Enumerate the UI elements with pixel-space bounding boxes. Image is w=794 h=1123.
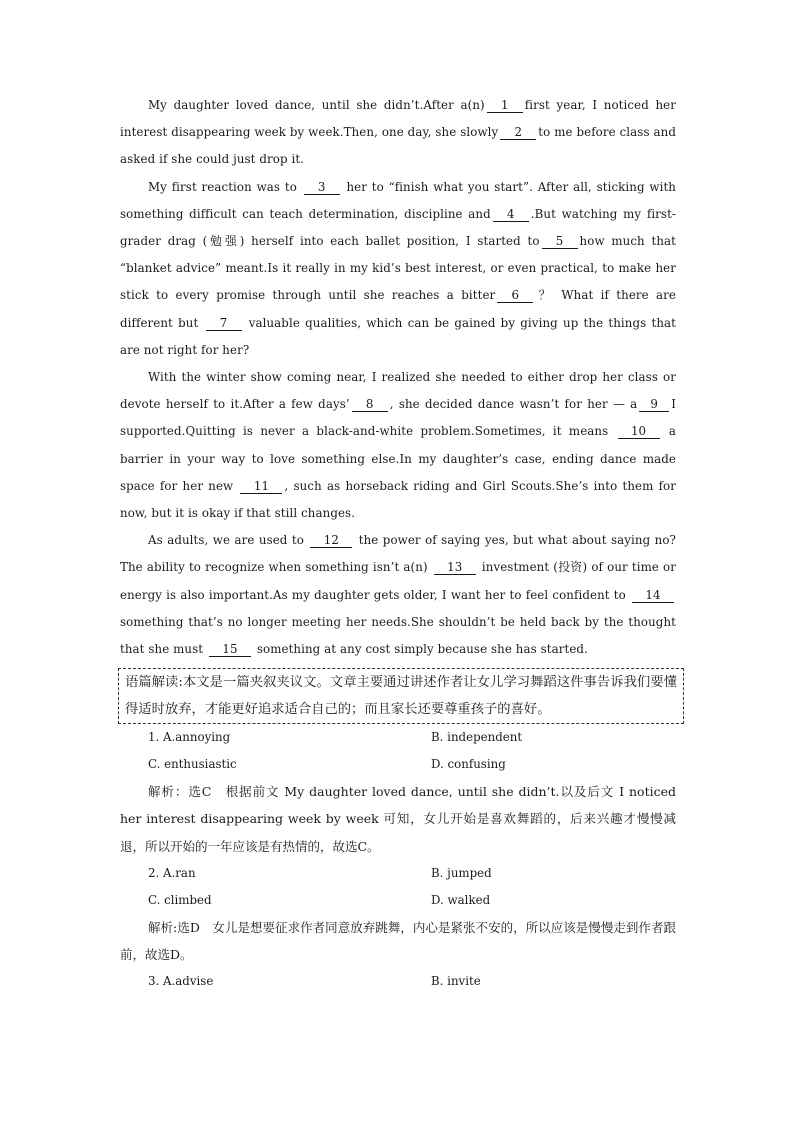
passage-text: My daughter loved dance, until she didn’t.After a(n) — [148, 98, 485, 112]
blank-5: 5 — [542, 234, 578, 249]
option-c: C. enthusiastic — [148, 757, 237, 772]
passage-text: valuable qualities, which can be gained by giving up the things that are not right for her? — [120, 315, 676, 357]
blank-15: 15 — [209, 642, 251, 657]
passage-text: My first reaction was to — [148, 179, 297, 194]
blank-1: 1 — [487, 98, 523, 113]
passage-text: the power of saying yes, but what about saying no? The ability to recognize when something isn’t a(n) — [120, 533, 676, 575]
passage-text: I supported.Quitting is never a black-and-white problem.Sometimes, it means — [120, 397, 676, 439]
blank-8: 8 — [352, 397, 388, 412]
summary-box: 语篇解读:本文是一篇夹叙夹议文。文章主要通过讲述作者让女儿学习舞蹈这件事告诉我们要懂得适时放弃，才能更好追求适合自己的；而且家长还要尊重孩子的喜好。 — [118, 668, 684, 724]
option-b: B. invite — [431, 974, 481, 989]
blank-12: 12 — [310, 533, 352, 548]
q1-options-row2 — [148, 751, 676, 778]
option-b: B. independent — [431, 730, 523, 745]
exam-page — [120, 92, 676, 995]
blank-3: 3 — [304, 180, 340, 195]
option-b: B. jumped — [431, 865, 492, 880]
option-d: D. walked — [431, 892, 491, 907]
passage-text: investment (投资) of our time or energy is also important.As my daughter gets older, I want her to feel confident to — [120, 560, 676, 602]
passage-text: , she decided dance wasn’t for her — a — [389, 397, 638, 412]
blank-14: 14 — [632, 588, 674, 603]
q1-explanation: 解析：选C 根据前文 My daughter loved dance, until she didn’t.以及后文 I noticed her interest disappearing week by week 可知，女儿开始是喜欢舞蹈的，后来兴趣才慢慢减退，所以开始的一年应该是有热情的，故选C。 — [120, 784, 676, 854]
blank-11: 11 — [240, 479, 282, 494]
q3-options-row1 — [148, 968, 676, 995]
option-c: C. climbed — [148, 892, 212, 907]
q1-options-row1 — [148, 724, 676, 751]
blank-6: 6 — [497, 288, 533, 303]
passage-text: how much that “blanket advice” meant.Is it really in my kid’s best interest, or even practical, to make her stick to every promise through until she reaches a bitter — [120, 234, 676, 303]
passage-text: first year, I noticed her interest disappearing week by week.Then, one day, she slowly — [120, 98, 677, 140]
passage-text: With the winter show coming near, I realized she needed to either drop her class or devote herself to it.After a few days’ — [120, 370, 676, 412]
passage-text: a barrier in your way to love something else.In my daughter’s case, ending dance made space for her new — [120, 424, 676, 493]
passage-text: something that’s no longer meeting her needs.She shouldn’t be held back by the thought that she must — [120, 614, 676, 657]
passage-paragraph-2 — [120, 174, 676, 364]
q2-options-row1 — [148, 860, 676, 887]
passage-text: to me before class and asked if she could just drop it. — [120, 125, 676, 167]
passage-paragraph-3 — [120, 364, 676, 527]
blank-2: 2 — [500, 125, 536, 140]
q2-explanation: 解析:选D 女儿是想要征求作者同意放弃跳舞，内心是紧张不安的，所以应该是慢慢走到作者跟前，故选D。 — [120, 919, 676, 963]
blank-9: 9 — [639, 397, 669, 412]
q2-options-row2 — [148, 887, 676, 914]
passage-paragraph-1 — [120, 92, 676, 174]
option-d: D. confusing — [431, 757, 506, 772]
blank-4: 4 — [493, 207, 529, 222]
option-a: 1. A.annoying — [148, 730, 231, 745]
passage-paragraph-4 — [120, 527, 676, 663]
blank-10: 10 — [618, 424, 660, 439]
blank-13: 13 — [434, 560, 476, 575]
option-a: 3. A.advise — [148, 974, 214, 989]
passage-text: something at any cost simply because she has started. — [256, 642, 588, 657]
passage-text: .But watching my first-grader drag (勉强) herself into each ballet position, I started to — [120, 206, 677, 249]
passage-text: ？ What if there are different but — [120, 288, 676, 330]
passage-text: her to “finish what you start”. After all, sticking with something difficult can teach determination, discipline and — [120, 179, 677, 221]
passage-text: As adults, we are used to — [148, 533, 304, 548]
option-a: 2. A.ran — [148, 865, 196, 880]
passage-text: , such as horseback riding and Girl Scouts.She’s into them for now, but it is okay if that still changes. — [120, 478, 676, 521]
blank-7: 7 — [206, 316, 242, 331]
